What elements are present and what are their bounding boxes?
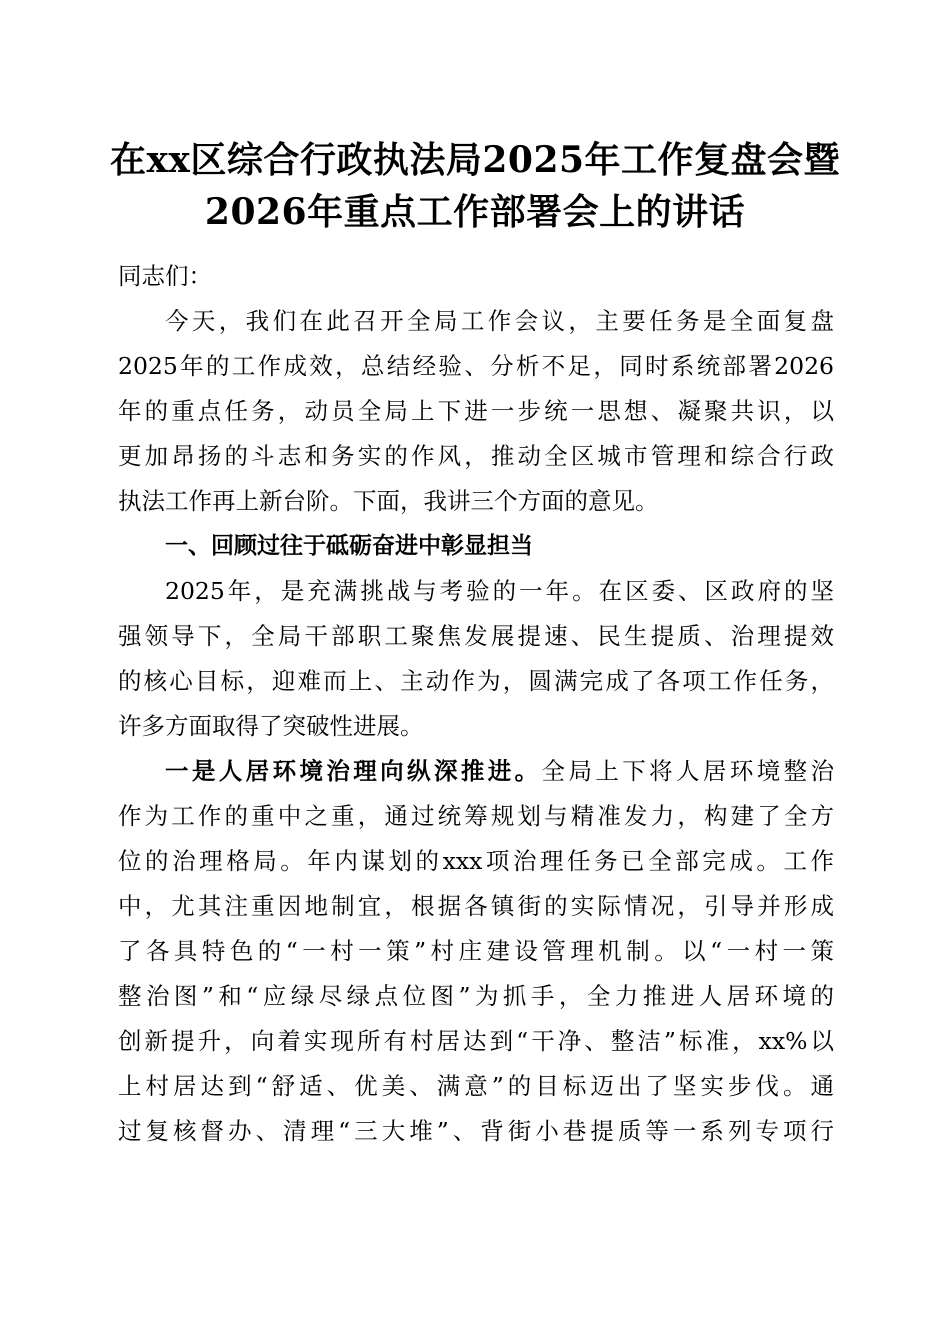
paragraph-line: 过复核督办、清理“三大堆”、背街小巷提质等一系列专项行: [118, 1117, 834, 1145]
point-one-paragraph: [118, 749, 834, 1154]
paragraph-line: 位的治理格局。年内谋划的xxx项治理任务已全部完成。工作: [118, 847, 834, 875]
intro-paragraph: [118, 299, 834, 524]
document-body: [118, 254, 834, 1154]
title-line-2: 2026年重点工作部署会上的讲话: [204, 191, 746, 233]
paragraph-line: 2025年，是充满挑战与考验的一年。在区委、区政府的坚: [165, 577, 834, 605]
paragraph-line: 整治图”和“应绿尽绿点位图”为抓手，全力推进人居环境的: [118, 982, 834, 1010]
paragraph-line: 今天，我们在此召开全局工作会议，主要任务是全面复盘: [165, 307, 834, 335]
title-line-1: 在xx区综合行政执法局2025年工作复盘会暨: [109, 139, 841, 181]
document-title: [0, 134, 950, 238]
paragraph-line: 的核心目标，迎难而上、主动作为，圆满完成了各项工作任务，: [118, 667, 834, 695]
paragraph-line: 作为工作的重中之重，通过统筹规划与精准发力，构建了全方: [118, 802, 834, 830]
paragraph-line: 更加昂扬的斗志和务实的作风，推动全区城市管理和综合行政: [118, 442, 834, 470]
section-heading-text: 一、回顾过往于砥砺奋进中彰显担当: [165, 533, 533, 559]
paragraph-line: 创新提升，向着实现所有村居达到“干净、整洁”标准，xx%以: [118, 1027, 834, 1055]
paragraph-line: 强领导下，全局干部职工聚焦发展提速、民生提质、治理提效: [118, 622, 834, 650]
paragraph-line: 年的重点任务，动员全局上下进一步统一思想、凝聚共识，以: [118, 397, 834, 425]
point-one-first-rest: 全局上下将人居环境整治: [541, 757, 835, 785]
paragraph-line: 中，尤其注重因地制宜，根据各镇街的实际情况，引导并形成: [118, 892, 834, 920]
salutation: [118, 254, 834, 299]
review-paragraph: [118, 569, 834, 749]
paragraph-line: 执法工作再上新台阶。下面，我讲三个方面的意见。: [118, 487, 659, 515]
paragraph-line: 了各具特色的“一村一策”村庄建设管理机制。以“一村一策: [118, 937, 834, 965]
section-heading: [118, 524, 834, 569]
paragraph-line: 许多方面取得了突破性进展。: [118, 712, 424, 740]
salutation-text: 同志们：: [118, 262, 212, 290]
point-one-lead: 一是人居环境治理向纵深推进。: [165, 757, 542, 785]
paragraph-line: 2025年的工作成效，总结经验、分析不足，同时系统部署2026: [118, 352, 834, 380]
paragraph-line: 上村居达到“舒适、优美、满意”的目标迈出了坚实步伐。通: [118, 1072, 834, 1100]
paragraph-line: [118, 749, 834, 794]
